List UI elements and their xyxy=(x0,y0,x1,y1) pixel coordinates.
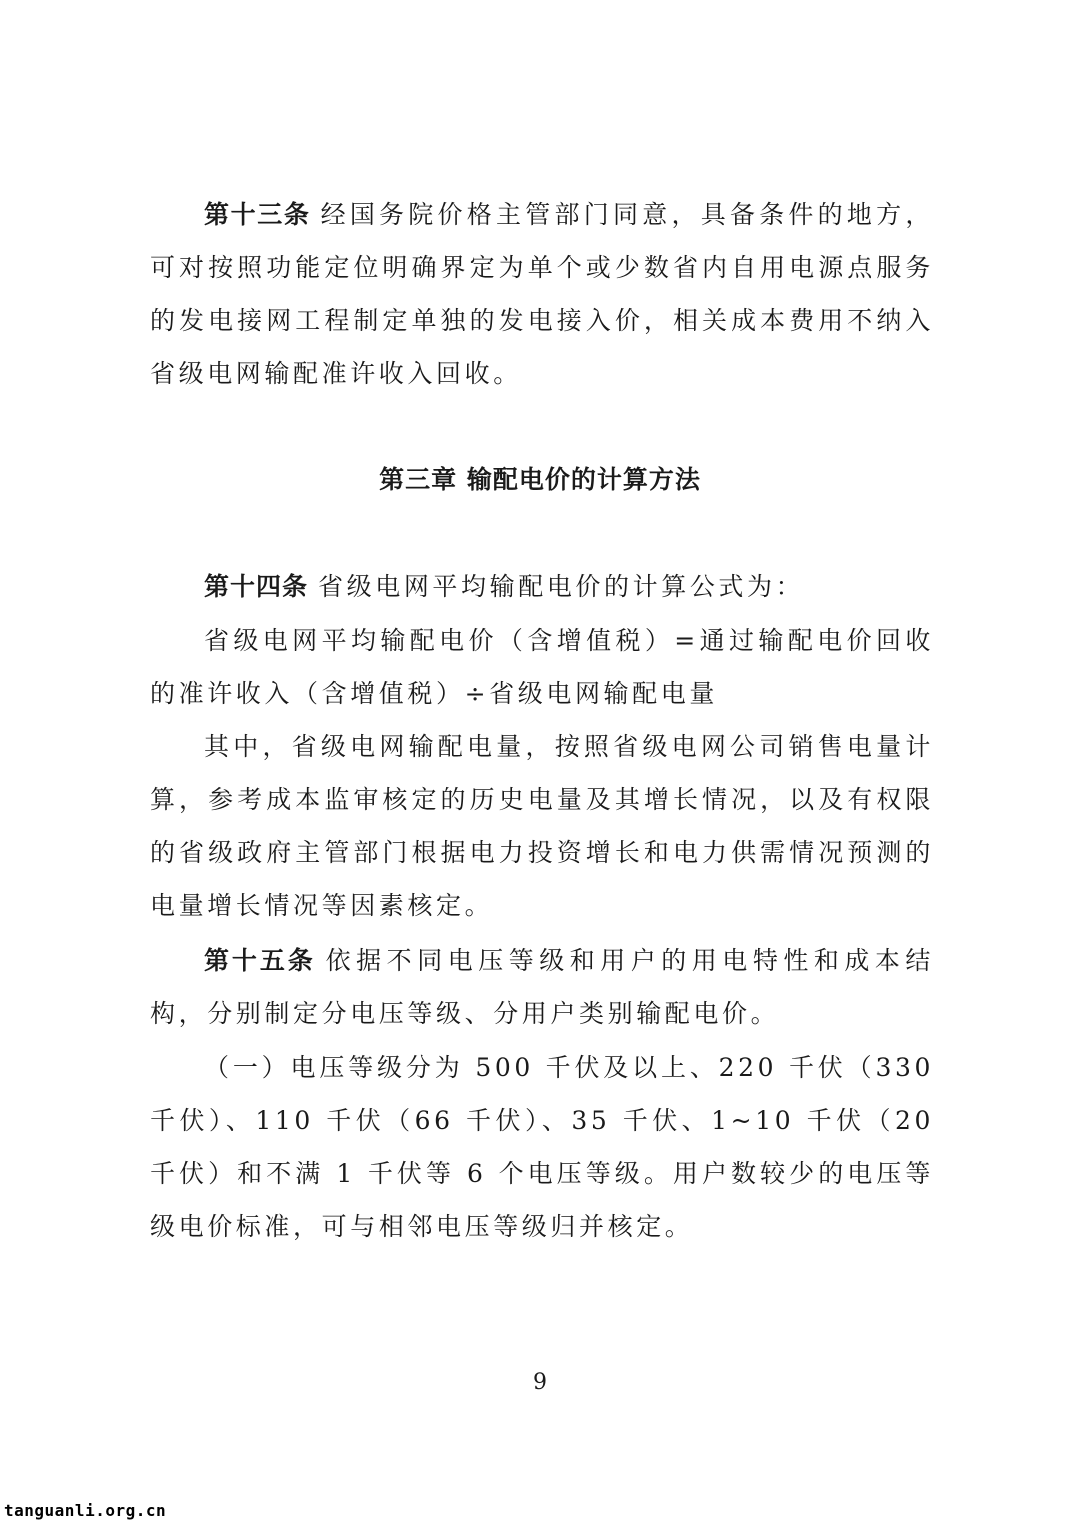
article-15-text: 依据不同电压等级和用户的用电特性和成本结构，分别制定分电压等级、分用户类别输配电价。 xyxy=(150,946,934,1028)
article-14-label: 第十四条 xyxy=(204,572,309,601)
article-13-paragraph xyxy=(150,188,934,400)
article-15-label: 第十五条 xyxy=(204,946,316,975)
article-14-paragraph xyxy=(150,560,934,613)
chapter-title: 第三章 输配电价的计算方法 xyxy=(379,465,701,494)
article-14-text: 省级电网平均输配电价的计算公式为： xyxy=(318,572,805,601)
article-13-label: 第十三条 xyxy=(204,200,311,229)
page-number: 9 xyxy=(533,1370,547,1395)
article-14-explanation: 其中，省级电网输配电量，按照省级电网公司销售电量计算，参考成本监审核定的历史电量及其增长情况，以及有权限的省级政府主管部门根据电力投资增长和电力供需情况预测的电量增长情况等因素核定。 xyxy=(150,732,934,920)
article-15-paragraph xyxy=(150,934,934,1040)
article-13-text: 经国务院价格主管部门同意，具备条件的地方，可对按照功能定位明确界定为单个或少数省内自用电源点服务的发电接网工程制定单独的发电接入价，相关成本费用不纳入省级电网输配准许收入回收。 xyxy=(150,200,934,388)
watermark: tanguanli.org.cn xyxy=(4,1501,167,1520)
article-14-formula: 省级电网平均输配电价（含增值税）=通过输配电价回收的准许收入（含增值税）÷省级电网输配电量 xyxy=(150,626,934,708)
article-15-item-1: （一）电压等级分为 500 千伏及以上、220 千伏（330 千伏）、110 千伏（66 千伏）、35 千伏、1~10 千伏（20 千伏）和不满 1 千伏等 6 个电压等级。用户数较少的电压等级电价标准，可与相邻电压等级归并核定。 xyxy=(150,1053,934,1241)
